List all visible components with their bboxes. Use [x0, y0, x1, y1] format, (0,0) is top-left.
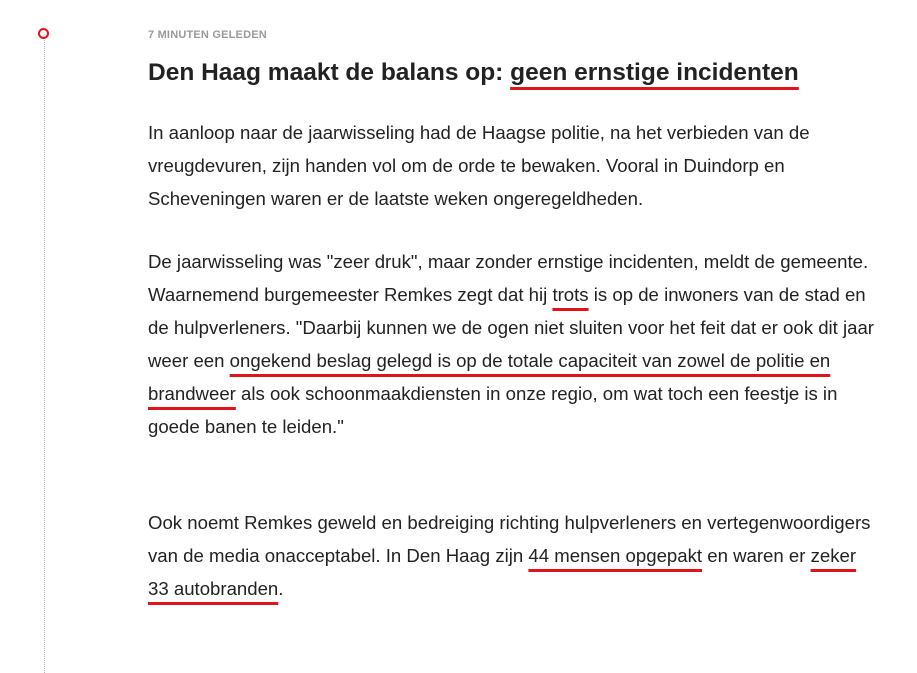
paragraph-1: In aanloop naar de jaarwisseling had de Haagse politie, na het verbieden van de vreugdevuren, zijn handen vol om de orde te bewaken. Vooral in Duindorp en Scheveningen waren er de laatste weken ongeregeldheden.: [148, 122, 810, 209]
entry-timestamp: 7 MINUTEN GELEDEN: [148, 29, 267, 41]
paragraph-2-text-1: De jaarwisseling was "zeer druk", maar zonder ernstige incidenten, meldt de gemeente. Waarnemend burgemeester Remkes zegt dat hij: [148, 251, 869, 305]
highlight-capaciteit: ongekend beslag gelegd is op de totale capaciteit van zowel de politie en brandweer: [148, 350, 831, 404]
entry-headline: [148, 55, 799, 91]
paragraph-3-text-3: .: [278, 578, 284, 599]
headline-text: Den Haag maakt de balans op:: [148, 59, 511, 86]
highlight-trots: trots: [552, 284, 589, 305]
paragraph-2: [148, 245, 878, 443]
timeline-line: [44, 40, 45, 673]
highlight-autobranden: zeker 33 autobranden: [148, 545, 857, 599]
paragraph-2-text-2: is op de inwoners van de stad en de hulpverleners. "Daarbij kunnen we de ogen niet sluiten voor het feit dat er ook dit jaar weer een: [148, 284, 875, 371]
timeline-dot-icon: [38, 28, 49, 39]
paragraph-3: [148, 506, 878, 605]
paragraph-3-text-1: Ook noemt Remkes geweld en bedreiging richting hulpverleners en vertegenwoordigers van de media onacceptabel. In Den Haag zijn: [148, 512, 871, 566]
headline-highlight: geen ernstige incidenten: [510, 59, 799, 86]
highlight-opgepakt: 44 mensen opgepakt: [528, 545, 703, 566]
paragraph-3-text-2: en waren er: [702, 545, 811, 566]
paragraph-2-text-3: als ook schoonmaakdiensten in onze regio, om wat toch een feestje is in goede banen te leiden.": [148, 383, 838, 437]
